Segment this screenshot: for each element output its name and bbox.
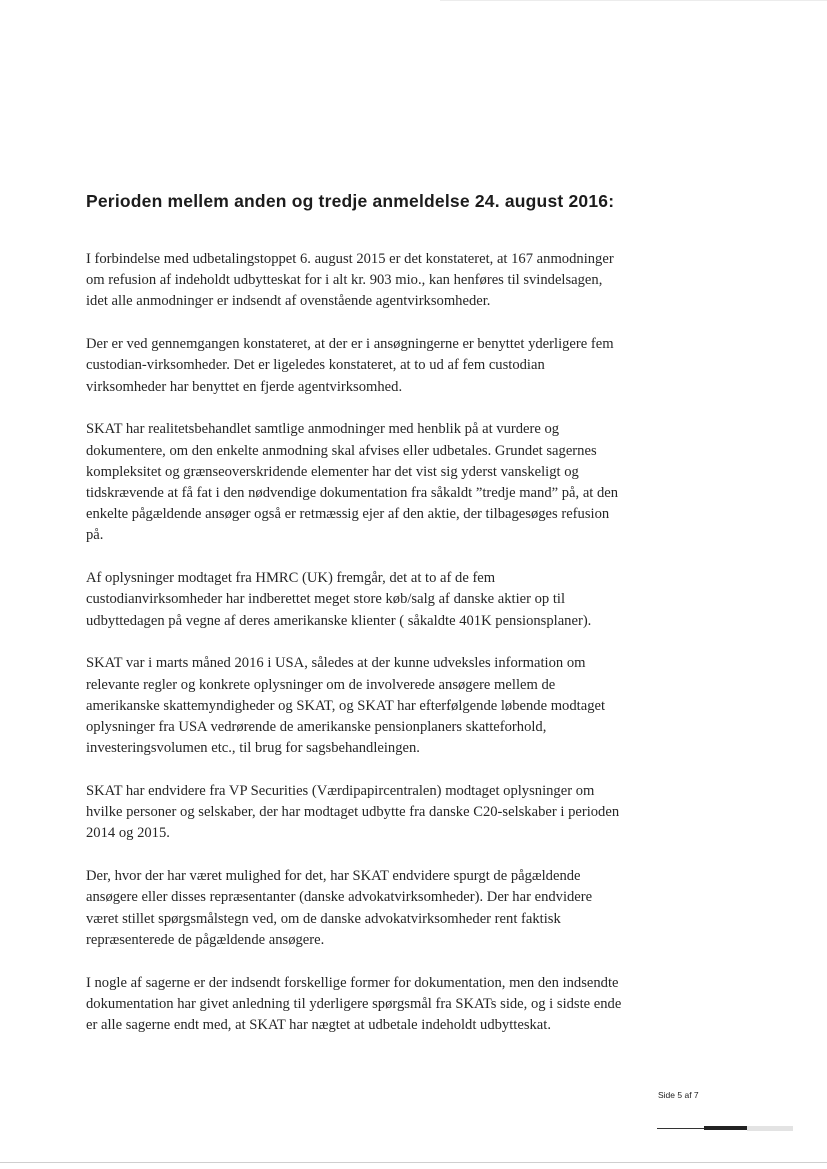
footer-rule-thick-segment	[704, 1126, 747, 1130]
footer-rule	[657, 1125, 793, 1131]
body-text	[86, 249, 624, 1058]
paragraph: SKAT har endvidere fra VP Securities (Værdipapircentralen) modtaget oplysninger om hvilke personer og selskaber, der har modtaget udbytte fra danske C20-selskaber i perioden 2014 og 2015.	[86, 783, 620, 842]
page-number-label: Side 5 af 7	[658, 1090, 699, 1100]
paragraph: Der er ved gennemgangen konstateret, at der er i ansøgningerne er benyttet yderligere fem custodian-virksomheder. Det er ligeledes konstateret, at to ud af fem custodian virksomheder har benyttet en fjerde agentvirksomhed.	[86, 336, 614, 395]
footer-rule-light-segment	[747, 1126, 793, 1131]
paragraph: I nogle af sagerne er der indsendt forskellige former for dokumentation, men den indsendte dokumentation har givet anledning til yderligere spørgsmål fra SKATs side, og i sidste ende er alle sagerne endt med, at SKAT har nægtet at udbetale indeholdt udbytteskat.	[86, 974, 622, 1034]
scan-edge-bottom	[0, 1162, 827, 1163]
footer-rule-thin-segment	[657, 1128, 705, 1129]
paragraph: I forbindelse med udbetalingstoppet 6. august 2015 er det konstateret, at 167 anmodninger om refusion af indeholdt udbytteskat for i alt kr. 903 mio., kan henføres til svindelsagen, idet alle anmodninger er indsendt af ovenstående agentvirksomheder.	[86, 251, 614, 310]
paragraph: SKAT har realitetsbehandlet samtlige anmodninger med henblik på at vurdere og dokumentere, om den enkelte anmodning skal afvises eller udbetales. Grundet sagernes kompleksitet og grænseoverskridende elementer har det vist sig yderst vanskeligt og tidskrævende at få fat i den nødvendige dokumentation fra såkaldt ”tredje mand” på, at den enkelte pågældende ansøger også er retmæssig ejer af den aktie, der tilbagesøges refusion på.	[86, 421, 619, 544]
scan-edge-top	[440, 0, 827, 1]
section-heading: Perioden mellem anden og tredje anmeldelse 24. august 2016:	[86, 191, 615, 211]
paragraph: Af oplysninger modtaget fra HMRC (UK) fremgår, det at to af de fem custodianvirksomheder har indberettet meget store køb/salg af danske aktier op til udbyttedagen på vegne af deres amerikanske klienter ( såkaldte 401K pensionsplaner).	[86, 570, 592, 629]
paragraph: SKAT var i marts måned 2016 i USA, således at der kunne udveksles information om relevante regler og konkrete oplysninger om de involverede ansøgere mellem de amerikanske skattemyndigheder og SKAT, og SKAT har efterfølgende løbende modtaget oplysninger fra USA vedrørende de amerikanske pensionplaners skatteforhold, investeringsvolumen etc., til brug for sagsbehandleingen.	[86, 655, 606, 757]
paragraph: Der, hvor der har været mulighed for det, har SKAT endvidere spurgt de pågældende ansøgere eller disses repræsentanter (danske advokatvirksomheder). Der har endvidere været stillet spørgsmålstegn ved, om de danske advokatvirksomheder rent faktisk repræsenterede de pågældende ansøgere.	[86, 868, 593, 948]
